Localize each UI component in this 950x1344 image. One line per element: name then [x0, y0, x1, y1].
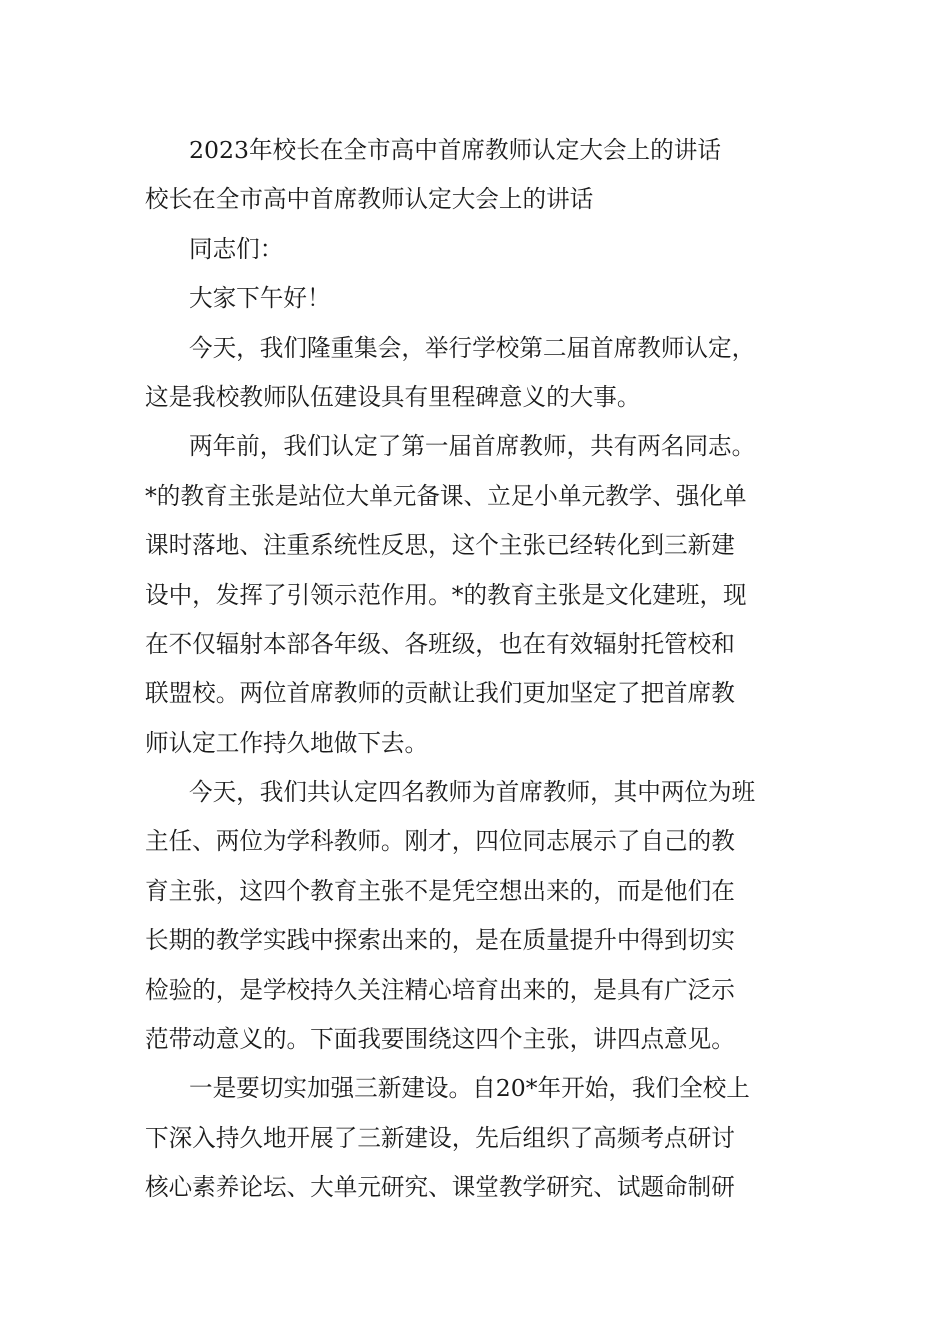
paragraph-line: 在不仅辐射本部各年级、各班级，也在有效辐射托管校和: [145, 629, 735, 658]
document-body: [145, 126, 809, 1213]
paragraph-line: 范带动意义的。下面我要围绕这四个主张，讲四点意见。: [145, 1025, 735, 1054]
paragraph-line: *的教育主张是站位大单元备课、立足小单元教学、强化单: [145, 481, 747, 510]
paragraph-line: 长期的教学实践中探索出来的，是在质量提升中得到切实: [145, 926, 735, 955]
paragraph-line: 育主张，这四个教育主张不是凭空想出来的，而是他们在: [145, 876, 735, 905]
document-subtitle: 校长在全市高中首席教师认定大会上的讲话: [145, 185, 594, 214]
paragraph-line: 联盟校。两位首席教师的贡献让我们更加坚定了把首席教: [145, 679, 735, 708]
paragraph-line: 一是要切实加强三新建设。自20*年开始，我们全校上: [189, 1074, 750, 1103]
document-title: 2023年校长在全市高中首席教师认定大会上的讲话: [189, 136, 721, 164]
paragraph-line: 主任、两位为学科教师。刚才，四位同志展示了自己的教: [145, 827, 735, 856]
paragraph-line: 课时落地、注重系统性反思，这个主张已经转化到三新建: [145, 531, 735, 560]
paragraph-line: 今天，我们共认定四名教师为首席教师，其中两位为班: [189, 778, 756, 807]
paragraph-line: 这是我校教师队伍建设具有里程碑意义的大事。: [145, 382, 641, 411]
paragraph-line: 今天，我们隆重集会，举行学校第二届首席教师认定，: [189, 333, 756, 362]
paragraph-line: 下深入持久地开展了三新建设，先后组织了高频考点研讨: [145, 1123, 735, 1152]
paragraph-line: 师认定工作持久地做下去。: [145, 728, 429, 757]
paragraph-line: 检验的，是学校持久关注精心培育出来的，是具有广泛示: [145, 975, 735, 1004]
paragraph-line: 两年前，我们认定了第一届首席教师，共有两名同志。: [189, 432, 756, 461]
greeting: 大家下午好！: [189, 284, 331, 313]
paragraph-line: 核心素养论坛、大单元研究、课堂教学研究、试题命制研: [145, 1173, 735, 1202]
paragraph-line: 设中，发挥了引领示范作用。*的教育主张是文化建班，现: [145, 580, 747, 609]
salutation: 同志们：: [189, 234, 284, 263]
